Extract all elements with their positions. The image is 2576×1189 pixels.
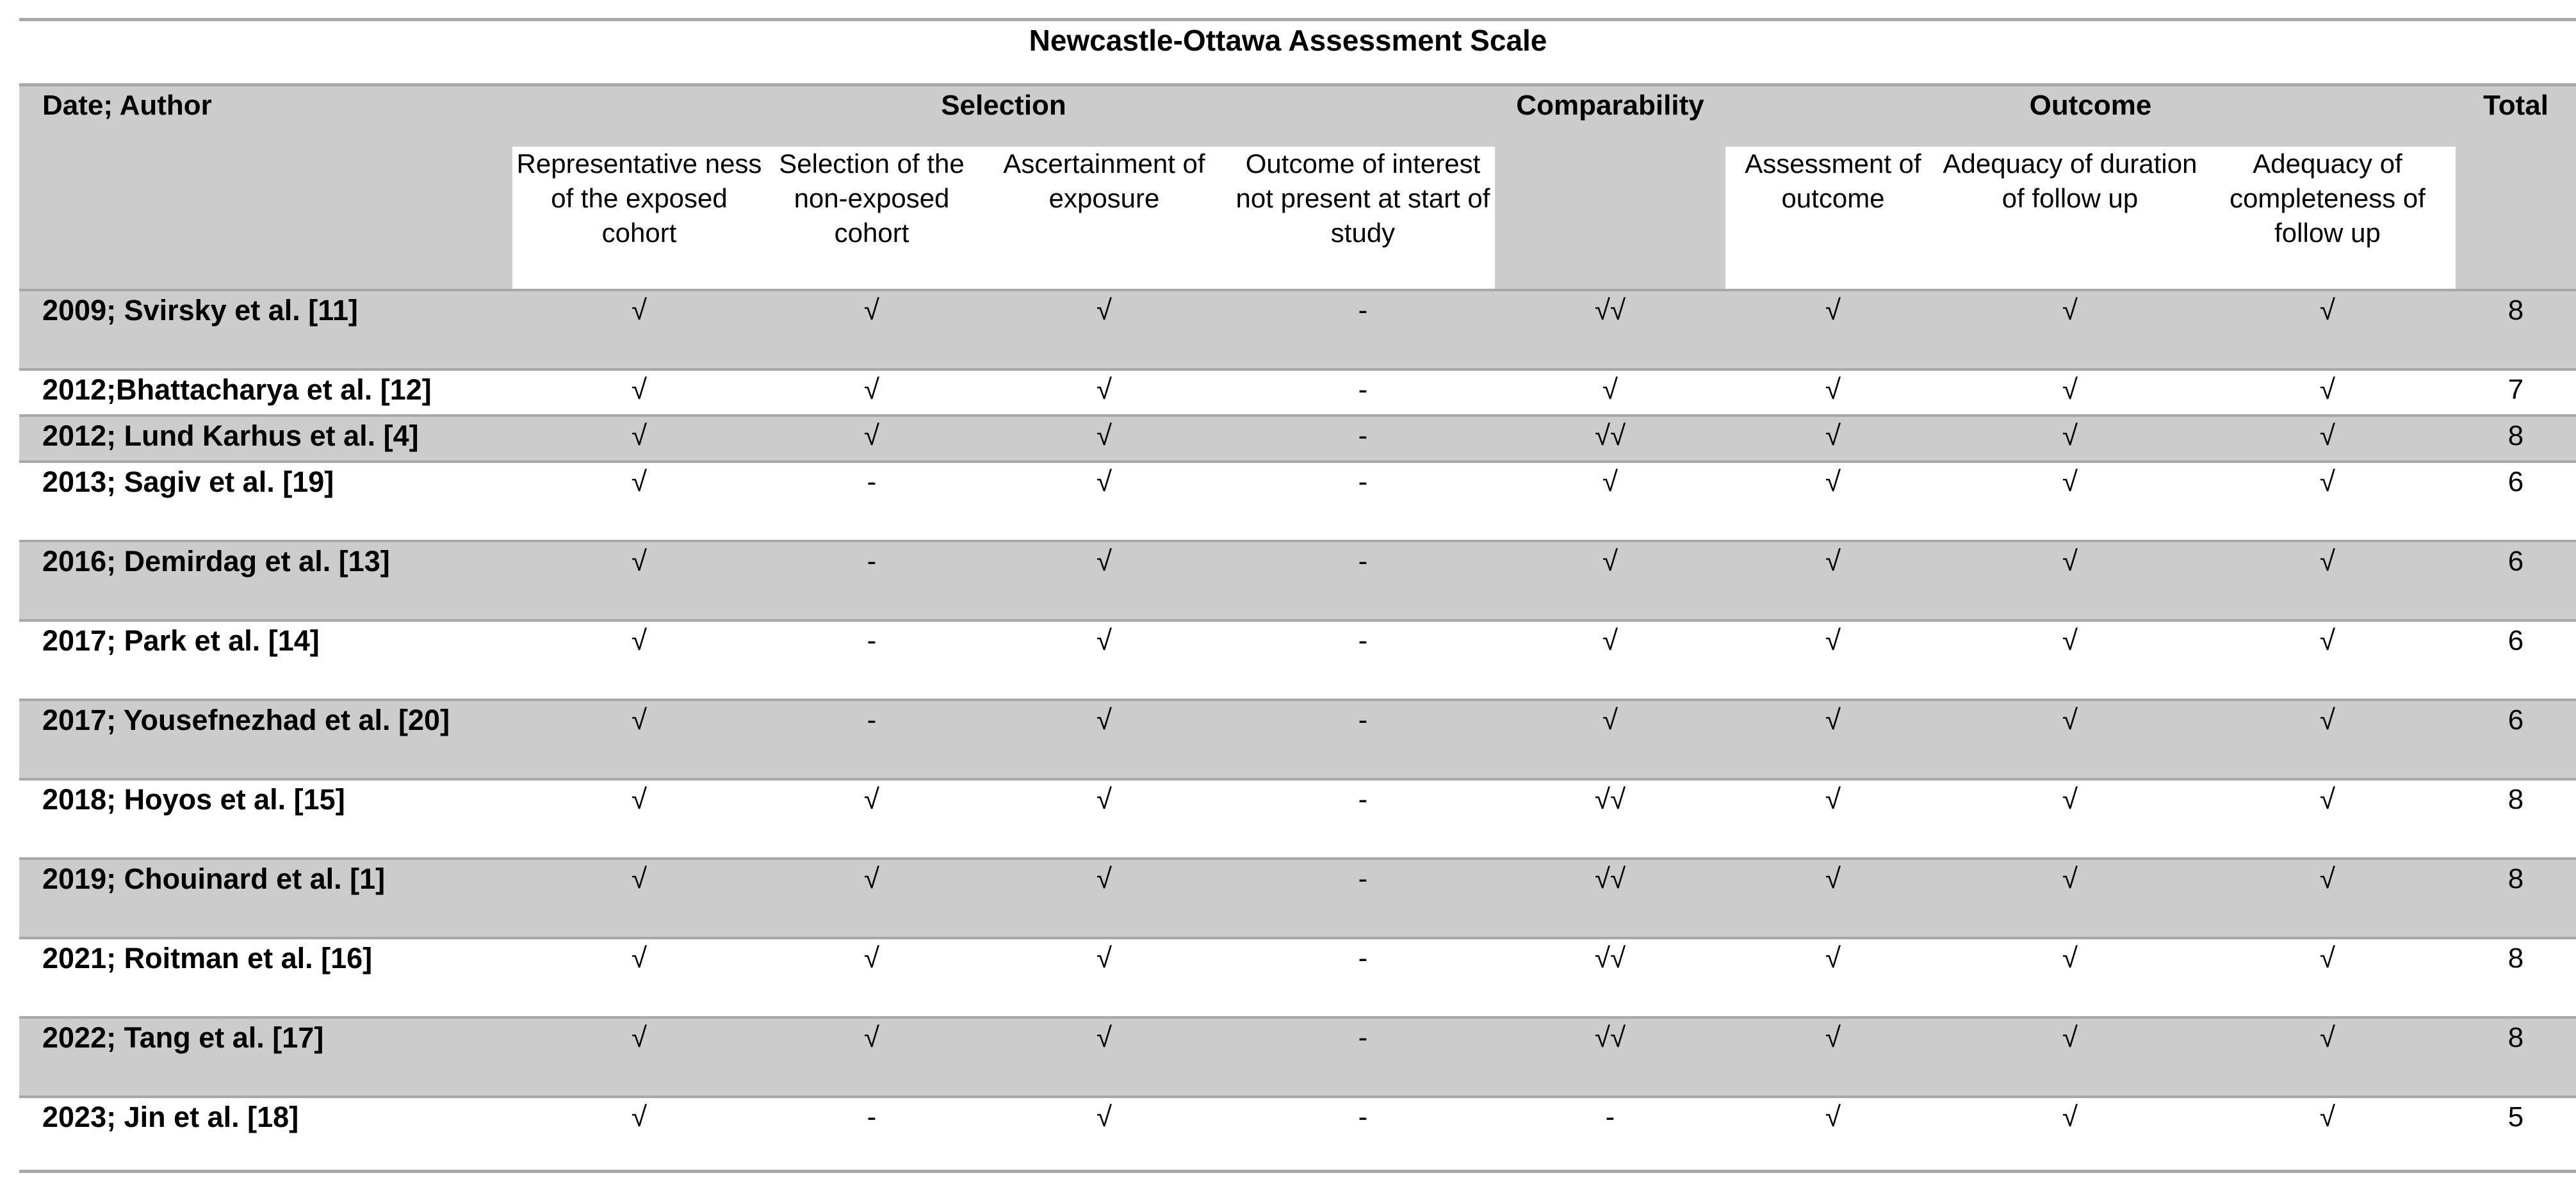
total-cell: 7	[2456, 369, 2576, 416]
completeness-followup-cell: √	[2199, 416, 2456, 462]
outcome-not-present-cell: -	[1231, 462, 1495, 541]
duration-followup-cell: √	[1941, 938, 2199, 1017]
total-cell: 8	[2456, 938, 2576, 1017]
selection-nonexposed-cell: -	[766, 541, 977, 620]
outcome-not-present-cell: -	[1231, 290, 1495, 369]
ascertainment-cell: √	[977, 779, 1231, 859]
representativeness-cell: √	[512, 290, 766, 369]
author-subheader-blank	[19, 147, 512, 290]
comparability-cell: √	[1495, 462, 1725, 541]
completeness-followup-cell: √	[2199, 859, 2456, 938]
completeness-followup-cell: √	[2199, 620, 2456, 700]
selection-nonexposed-cell: √	[766, 290, 977, 369]
duration-followup-cell: √	[1941, 369, 2199, 416]
completeness-followup-cell: √	[2199, 369, 2456, 416]
author-cell: 2017; Yousefnezhad et al. [20]	[19, 700, 512, 779]
assessment-outcome-cell: √	[1725, 416, 1941, 462]
duration-followup-cell: √	[1941, 541, 2199, 620]
comparability-cell: -	[1495, 1097, 1725, 1175]
selection-nonexposed-cell: √	[766, 779, 977, 859]
author-cell: 2016; Demirdag et al. [13]	[19, 541, 512, 620]
total-subheader-blank	[2456, 147, 2576, 290]
selection-nonexposed-cell: -	[766, 1097, 977, 1175]
header-row-criteria	[19, 147, 2576, 290]
ascertainment-cell: √	[977, 416, 1231, 462]
representativeness-cell: √	[512, 541, 766, 620]
table-row	[19, 1017, 2576, 1097]
selection-nonexposed-cell: √	[766, 416, 977, 462]
comparability-cell: √√	[1495, 779, 1725, 859]
selection-nonexposed-cell: √	[766, 938, 977, 1017]
assessment-outcome-cell: √	[1725, 1017, 1941, 1097]
total-cell: 8	[2456, 859, 2576, 938]
duration-followup-cell: √	[1941, 416, 2199, 462]
author-cell: 2018; Hoyos et al. [15]	[19, 779, 512, 859]
selection-nonexposed-cell: -	[766, 620, 977, 700]
outcome-not-present-header: Outcome of interest not present at start of study	[1231, 147, 1495, 290]
outcome-not-present-cell: -	[1231, 369, 1495, 416]
table-row	[19, 620, 2576, 700]
ascertainment-cell: √	[977, 290, 1231, 369]
duration-followup-cell: √	[1941, 1097, 2199, 1175]
total-cell: 5	[2456, 1097, 2576, 1175]
representativeness-cell: √	[512, 369, 766, 416]
table-row	[19, 700, 2576, 779]
selection-nonexposed-cell: -	[766, 700, 977, 779]
duration-followup-cell: √	[1941, 859, 2199, 938]
representativeness-cell: √	[512, 416, 766, 462]
comparability-cell: √	[1495, 369, 1725, 416]
representativeness-cell: √	[512, 779, 766, 859]
table-row	[19, 541, 2576, 620]
outcome-not-present-cell: -	[1231, 779, 1495, 859]
ascertainment-cell: √	[977, 462, 1231, 541]
duration-followup-cell: √	[1941, 1017, 2199, 1097]
duration-followup-header: Adequacy of duration of follow up	[1941, 147, 2199, 290]
outcome-not-present-cell: -	[1231, 416, 1495, 462]
ascertainment-cell: √	[977, 620, 1231, 700]
total-cell: 6	[2456, 700, 2576, 779]
representativeness-cell: √	[512, 462, 766, 541]
table-row	[19, 938, 2576, 1017]
nos-table	[19, 83, 2576, 1175]
comparability-cell: √	[1495, 541, 1725, 620]
header-row-groups	[19, 85, 2576, 147]
representativeness-cell: √	[512, 620, 766, 700]
author-cell: 2023; Jin et al. [18]	[19, 1097, 512, 1175]
total-column-header: Total	[2456, 85, 2576, 147]
table-row	[19, 462, 2576, 541]
completeness-followup-cell: √	[2199, 1017, 2456, 1097]
ascertainment-header: Ascertainment of exposure	[977, 147, 1231, 290]
author-cell: 2019; Chouinard et al. [1]	[19, 859, 512, 938]
comparability-cell: √√	[1495, 416, 1725, 462]
author-cell: 2017; Park et al. [14]	[19, 620, 512, 700]
completeness-followup-cell: √	[2199, 462, 2456, 541]
duration-followup-cell: √	[1941, 290, 2199, 369]
representativeness-cell: √	[512, 1017, 766, 1097]
total-cell: 8	[2456, 290, 2576, 369]
total-cell: 6	[2456, 620, 2576, 700]
ascertainment-cell: √	[977, 700, 1231, 779]
total-cell: 6	[2456, 541, 2576, 620]
author-cell: 2021; Roitman et al. [16]	[19, 938, 512, 1017]
total-cell: 8	[2456, 1017, 2576, 1097]
assessment-outcome-cell: √	[1725, 859, 1941, 938]
representativeness-header: Representative ness of the exposed cohort	[512, 147, 766, 290]
outcome-not-present-cell: -	[1231, 620, 1495, 700]
selection-nonexposed-cell: √	[766, 859, 977, 938]
assessment-outcome-cell: √	[1725, 779, 1941, 859]
author-column-header: Date; Author	[19, 85, 512, 147]
outcome-not-present-cell: -	[1231, 700, 1495, 779]
comparability-cell: √	[1495, 700, 1725, 779]
completeness-followup-cell: √	[2199, 700, 2456, 779]
comparability-subheader-blank	[1495, 147, 1725, 290]
table-row	[19, 290, 2576, 369]
assessment-outcome-cell: √	[1725, 541, 1941, 620]
comparability-cell: √	[1495, 620, 1725, 700]
author-cell: 2022; Tang et al. [17]	[19, 1017, 512, 1097]
outcome-not-present-cell: -	[1231, 938, 1495, 1017]
bottom-rule	[19, 1170, 2576, 1173]
outcome-not-present-cell: -	[1231, 859, 1495, 938]
representativeness-cell: √	[512, 1097, 766, 1175]
representativeness-cell: √	[512, 859, 766, 938]
outcome-not-present-cell: -	[1231, 1017, 1495, 1097]
selection-group-header: Selection	[512, 85, 1495, 147]
completeness-followup-cell: √	[2199, 779, 2456, 859]
selection-nonexposed-cell: √	[766, 369, 977, 416]
ascertainment-cell: √	[977, 1017, 1231, 1097]
duration-followup-cell: √	[1941, 462, 2199, 541]
assessment-outcome-cell: √	[1725, 620, 1941, 700]
table-title: Newcastle-Ottawa Assessment Scale	[1029, 24, 1547, 57]
ascertainment-cell: √	[977, 1097, 1231, 1175]
ascertainment-cell: √	[977, 541, 1231, 620]
ascertainment-cell: √	[977, 938, 1231, 1017]
assessment-outcome-cell: √	[1725, 290, 1941, 369]
duration-followup-cell: √	[1941, 700, 2199, 779]
completeness-followup-cell: √	[2199, 541, 2456, 620]
assessment-outcome-cell: √	[1725, 1097, 1941, 1175]
total-cell: 8	[2456, 416, 2576, 462]
total-cell: 8	[2456, 779, 2576, 859]
duration-followup-cell: √	[1941, 620, 2199, 700]
outcome-not-present-cell: -	[1231, 1097, 1495, 1175]
duration-followup-cell: √	[1941, 779, 2199, 859]
comparability-cell: √√	[1495, 1017, 1725, 1097]
selection-nonexposed-cell: √	[766, 1017, 977, 1097]
completeness-followup-header: Adequacy of completeness of follow up	[2199, 147, 2456, 290]
table-row	[19, 859, 2576, 938]
ascertainment-cell: √	[977, 859, 1231, 938]
table-row	[19, 369, 2576, 416]
representativeness-cell: √	[512, 700, 766, 779]
table-row	[19, 416, 2576, 462]
completeness-followup-cell: √	[2199, 938, 2456, 1017]
comparability-cell: √√	[1495, 859, 1725, 938]
assessment-outcome-cell: √	[1725, 700, 1941, 779]
author-cell: 2012;Bhattacharya et al. [12]	[19, 369, 512, 416]
completeness-followup-cell: √	[2199, 1097, 2456, 1175]
completeness-followup-cell: √	[2199, 290, 2456, 369]
selection-nonexposed-header: Selection of the non-exposed cohort	[766, 147, 977, 290]
representativeness-cell: √	[512, 938, 766, 1017]
author-cell: 2012; Lund Karhus et al. [4]	[19, 416, 512, 462]
ascertainment-cell: √	[977, 369, 1231, 416]
assessment-outcome-cell: √	[1725, 369, 1941, 416]
comparability-cell: √√	[1495, 938, 1725, 1017]
total-cell: 6	[2456, 462, 2576, 541]
comparability-cell: √√	[1495, 290, 1725, 369]
outcome-not-present-cell: -	[1231, 541, 1495, 620]
author-cell: 2013; Sagiv et al. [19]	[19, 462, 512, 541]
author-cell: 2009; Svirsky et al. [11]	[19, 290, 512, 369]
assessment-outcome-cell: √	[1725, 938, 1941, 1017]
selection-nonexposed-cell: -	[766, 462, 977, 541]
outcome-group-header: Outcome	[1725, 85, 2456, 147]
assessment-outcome-header: Assessment of outcome	[1725, 147, 1941, 290]
assessment-outcome-cell: √	[1725, 462, 1941, 541]
table-row	[19, 779, 2576, 859]
table-row	[19, 1097, 2576, 1175]
comparability-group-header: Comparability	[1495, 85, 1725, 147]
